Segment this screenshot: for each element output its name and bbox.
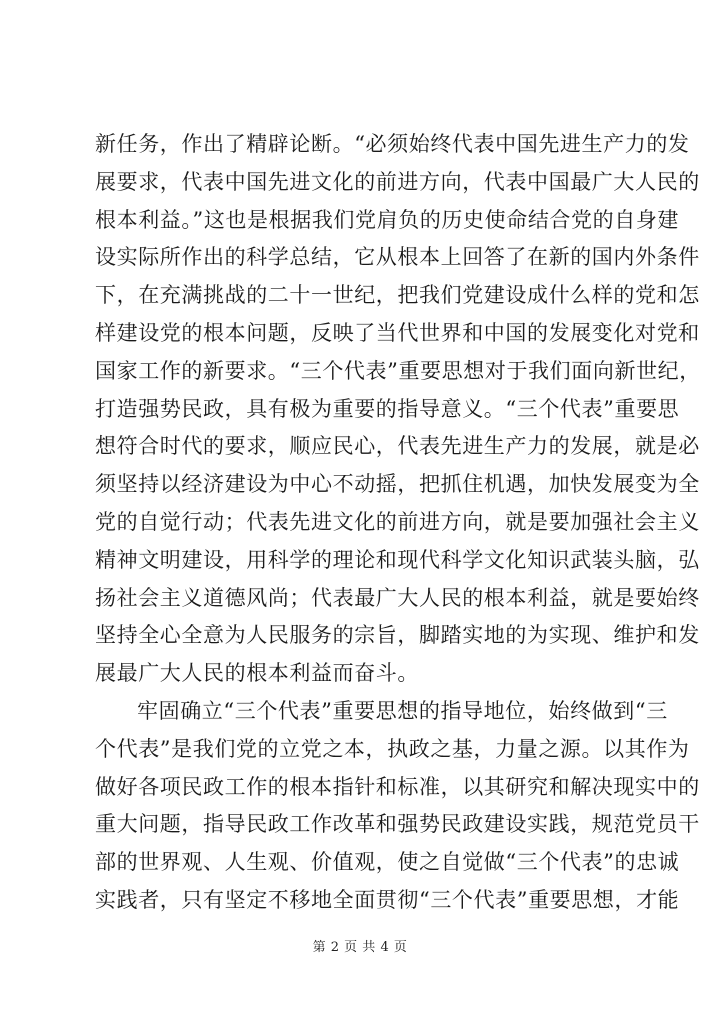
text-line: 新任务，作出了精辟论断。“必须始终代表中国先进生产力的发 (95, 132, 690, 156)
text-line: 下，在充满挑战的二十一世纪，把我们党建设成什么样的党和怎 (95, 283, 700, 308)
text-line: 党的自觉行动；代表先进文化的前进方向，就是要加强社会主义 (95, 509, 700, 534)
text-line: 设实际所作出的科学总结，它从根本上回答了在新的国内外条件 (95, 245, 700, 270)
text-line: 展要求，代表中国先进文化的前进方向，代表中国最广大人民的 (95, 169, 700, 194)
text-line: 扬社会主义道德风尚；代表最广大人民的根本利益，就是要始终 (95, 585, 700, 610)
paragraph-2 (95, 693, 700, 920)
text-line: 国家工作的新要求。“三个代表”重要思想对于我们面向新世纪， (95, 358, 701, 383)
paragraph-1 (95, 126, 701, 693)
body-text (95, 126, 701, 920)
text-line: 须坚持以经济建设为中心不动摇，把抓住机遇，加快发展变为全 (95, 472, 700, 497)
text-line: 实践者，只有坚定不移地全面贯彻“三个代表”重要思想，才能 (95, 887, 680, 912)
text-line: 重大问题，指导民政工作改革和强势民政建设实践，规范党员干 (95, 812, 700, 837)
text-line: 坚持全心全意为人民服务的宗旨，脚踏实地的为实现、维护和发 (95, 623, 700, 648)
text-line: 想符合时代的要求，顺应民心，代表先进生产力的发展，就是必 (95, 434, 700, 459)
text-line: 精神文明建设，用科学的理论和现代科学文化知识武装头脑，弘 (95, 547, 700, 572)
text-line: 牢固确立“三个代表”重要思想的指导地位，始终做到“三 (137, 698, 668, 723)
text-line: 个代表”是我们党的立党之本，执政之基，力量之源。以其作为 (95, 736, 690, 761)
text-line: 打造强势民政，具有极为重要的指导意义。“三个代表”重要思 (95, 396, 680, 421)
text-line: 样建设党的根本问题，反映了当代世界和中国的发展变化对党和 (95, 320, 700, 345)
text-line: 部的世界观、人生观、价值观，使之自觉做“三个代表”的忠诚 (95, 850, 680, 875)
text-line: 展最广大人民的根本利益而奋斗。 (95, 661, 419, 686)
text-line: 根本利益。”这也是根据我们党肩负的历史使命结合党的自身建 (95, 207, 680, 232)
page-number-footer: 第 2 页 共 4 页 (312, 940, 408, 955)
text-line: 做好各项民政工作的根本指针和标准，以其研究和解决现实中的 (95, 774, 700, 799)
